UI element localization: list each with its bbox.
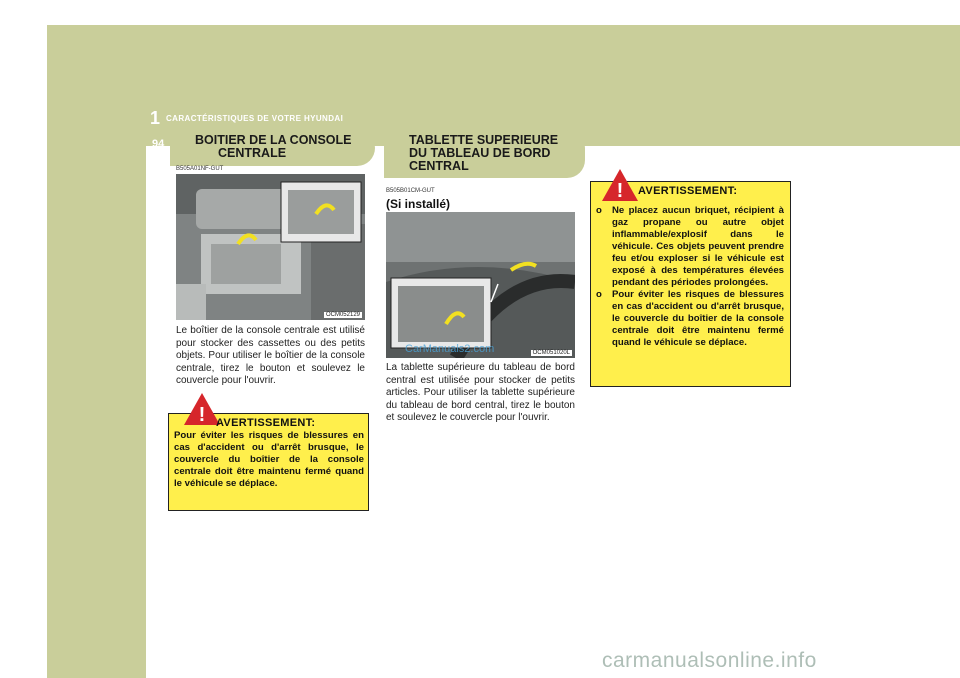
- console-box-description: Le boîtier de la console centrale est utilisé pour stocker des cassettes ou des petits objets. Pour utiliser le boîtier de la console centrale, tirez le bouton et soulevez le couvercle pour l'ouvrir.: [176, 325, 365, 386]
- chapter-number: 1: [150, 108, 161, 128]
- svg-text:!: !: [198, 404, 206, 426]
- section-title-line: CENTRAL: [409, 159, 469, 173]
- section-title-console-box: [170, 130, 375, 166]
- subtitle-if-equipped: (Si installé): [386, 197, 451, 211]
- section-title-line: TABLETTE SUPERIEURE: [409, 133, 559, 147]
- bullet-mark: o: [596, 205, 602, 216]
- section-title-dashboard-tray: [384, 130, 585, 178]
- warning-list-item: [596, 205, 784, 289]
- dashboard-tray-photo: [386, 212, 575, 358]
- warning-text: Pour éviter les risques de blessures en cas d'accident ou d'arrêt brusque, le couvercle du boîtier de la console centrale doit être maintenu fermé quand le véhicule se déplace.: [174, 430, 364, 489]
- warning-title: AVERTISSEMENT:: [216, 417, 316, 429]
- reference-code: B505A01NF-GUT: [176, 166, 224, 172]
- warning-list: [596, 205, 784, 349]
- reference-code: B505B01CM-GUT: [386, 188, 435, 194]
- footer-watermark: carmanualsonline.info: [602, 649, 817, 672]
- warning-item-lead: Ne placez aucun briquet,: [612, 205, 730, 216]
- section-title-line: CENTRALE: [218, 146, 287, 160]
- warning-title: AVERTISSEMENT:: [638, 185, 738, 197]
- warning-item-text: récipient à gaz propane ou autre objet inflammable/explosif dans le véhicule. Ces objets peuvent prendre feu et/ou exploser si le véhicule est exposé à des températures élevées pendant des périodes prolongées.: [612, 205, 784, 288]
- page-number: 94: [152, 138, 165, 150]
- section-title-line: BOITIER DE LA CONSOLE: [195, 133, 352, 147]
- photo-caption: OCM051020L: [532, 350, 570, 356]
- dashboard-tray-illustration: [386, 212, 575, 358]
- bullet-mark: o: [596, 289, 602, 300]
- chapter-title: CARACTÉRISTIQUES DE VOTRE HYUNDAI: [166, 114, 344, 123]
- warning-triangle-icon: [601, 168, 639, 202]
- dashboard-tray-description: La tablette supérieure du tableau de bord central est utilisée pour stocker de petits articles. Pour utiliser la tablette supérieure du tableau de bord central, tirez le bouton et soulevez le couvercle pour l'ouvrir.: [386, 362, 575, 423]
- warning-list-item: [596, 289, 784, 349]
- photo-caption: OCM052129: [325, 312, 360, 318]
- warning-item-lead: Pour éviter les risques de: [612, 289, 735, 300]
- console-box-illustration: [176, 174, 365, 320]
- console-box-photo: [176, 174, 365, 320]
- photo-watermark: CarManuals2.com: [405, 343, 495, 355]
- warning-item-text: blessures en cas d'accident ou d'arrêt brusque, le couvercle du boîtier de la console centrale doit être maintenu fermé quand le véhicule se déplace.: [612, 289, 784, 348]
- svg-text:!: !: [616, 180, 624, 202]
- section-title-line: DU TABLEAU DE BORD: [409, 146, 551, 160]
